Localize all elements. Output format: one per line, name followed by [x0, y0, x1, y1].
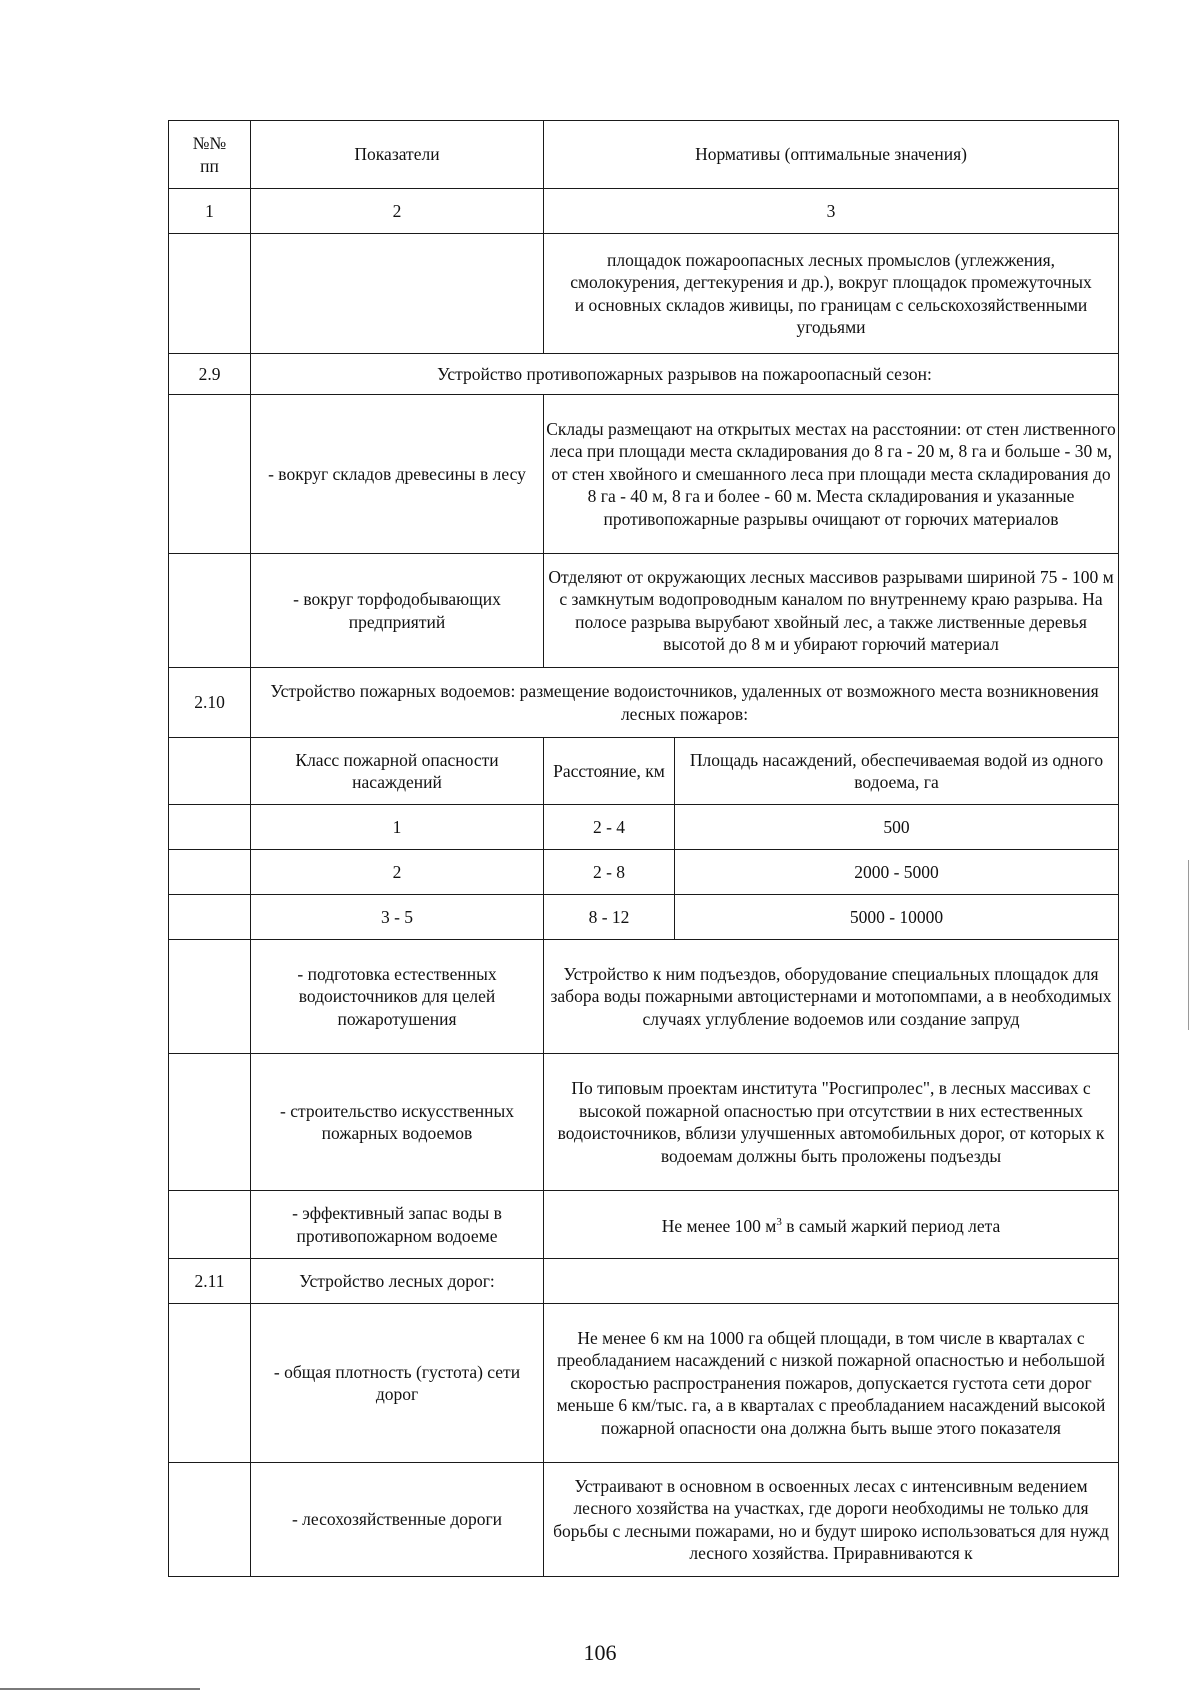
sub-area: 2000 - 5000 [675, 850, 1119, 895]
row-indicator: - подготовка естественных водоисточников для целей пожаротушения [251, 940, 544, 1054]
column-numbers-row [169, 189, 1119, 234]
table-row [169, 1054, 1119, 1191]
row-num: 2.9 [169, 354, 251, 395]
row-num [169, 1054, 251, 1191]
subtable-row [169, 895, 1119, 940]
row-indicator [251, 234, 544, 354]
row-num [169, 738, 251, 805]
row-num [169, 395, 251, 554]
table-row [169, 1259, 1119, 1304]
subheader-distance: Расстояние, км [544, 738, 675, 805]
subtable-header-row [169, 738, 1119, 805]
sub-class: 3 - 5 [251, 895, 544, 940]
row-num: 2.10 [169, 668, 251, 738]
table-row [169, 395, 1119, 554]
row-num [169, 1304, 251, 1463]
row-num [169, 850, 251, 895]
sub-area: 5000 - 10000 [675, 895, 1119, 940]
sub-class: 2 [251, 850, 544, 895]
page-number: 106 [583, 1640, 617, 1665]
row-num [169, 1463, 251, 1577]
table-row [169, 1463, 1119, 1577]
table-row [169, 1191, 1119, 1259]
row-norm: Не менее 6 км на 1000 га общей площади, в том числе в кварталах с преобладанием насаждений с низкой пожарной опасностью и небольшой скоростью распространения пожаров, допускается густота сети дорог меньше 6 км/тыс. га, а в кварталах с преобладанием насаждений высокой пожарной опасности она должна быть выше этого показателя [544, 1304, 1119, 1463]
table-row [169, 940, 1119, 1054]
margin-rule [1188, 860, 1189, 1030]
subtable-row [169, 850, 1119, 895]
row-norm [544, 1259, 1119, 1304]
row-section-title: Устройство лесных дорог: [251, 1259, 544, 1304]
row-norm: Устраивают в основном в освоенных лесах с интенсивным ведением лесного хозяйства на участках, где дороги необходимы не только для борьбы с лесными пожарами, но и будут широко использоваться для нужд лесного хозяйства. Приравниваются к [544, 1463, 1119, 1577]
row-indicator: - эффективный запас воды в противопожарном водоеме [251, 1191, 544, 1259]
row-norm: Отделяют от окружающих лесных массивов разрывами шириной 75 - 100 м с замкнутым водопроводным каналом по внутреннему краю разрыва. На полосе разрыва вырубают хвойный лес, а также лиственные деревья высотой до 8 м и убирают горючий материал [544, 554, 1119, 668]
row-num [169, 234, 251, 354]
norm-text: в самый жаркий период лета [781, 1216, 1001, 1237]
row-section-title: Устройство пожарных водоемов: размещение водоисточников, удаленных от возможного места возникновения лесных пожаров: [251, 668, 1119, 738]
colnum-1: 1 [169, 189, 251, 234]
row-num [169, 805, 251, 850]
row-num [169, 1191, 251, 1259]
row-norm: площадок пожароопасных лесных промыслов (углежжения, смолокурения, дегтекурения и др.), вокруг площадок промежуточных и основных складов живицы, по границам с сельскохозяйственными угодьями [544, 234, 1119, 354]
subheader-class: Класс пожарной опасности насаждений [251, 738, 544, 805]
norm-text: Не менее 100 м [661, 1216, 777, 1237]
row-indicator: - общая плотность (густота) сети дорог [251, 1304, 544, 1463]
bottom-rule [0, 1688, 200, 1690]
sub-class: 1 [251, 805, 544, 850]
table-row [169, 354, 1119, 395]
row-num [169, 940, 251, 1054]
norm-superscript: 3 [776, 1216, 782, 1229]
row-norm: По типовым проектам института "Росгипролес", в лесных массивах с высокой пожарной опасностью при отсутствии в них естественных водоисточников, вблизи улучшенных автомобильных дорог, от которых к водоемам должны быть проложены подъезды [544, 1054, 1119, 1191]
row-indicator: - вокруг торфодобывающих предприятий [251, 554, 544, 668]
table-row [169, 668, 1119, 738]
subtable-row [169, 805, 1119, 850]
row-norm: Склады размещают на открытых местах на расстоянии: от стен лиственного леса при площади места складирования до 8 га - 20 м, 8 га и больше - 30 м, от стен хвойного и смешанного леса при площади места складирования до 8 га - 40 м, 8 га и более - 60 м. Места складирования и указанные противопожарные разрывы очищают от горючих материалов [544, 395, 1119, 554]
sub-distance: 8 - 12 [544, 895, 675, 940]
row-norm [544, 1191, 1119, 1259]
header-indicators: Показатели [251, 121, 544, 189]
row-num [169, 895, 251, 940]
row-norm: Устройство к ним подъездов, оборудование специальных площадок для забора воды пожарными автоцистернами и мотопомпами, а в необходимых случаях углубление водоемов или создание запруд [544, 940, 1119, 1054]
row-indicator: - строительство искусственных пожарных водоемов [251, 1054, 544, 1191]
norms-table [168, 120, 1119, 1577]
subheader-area: Площадь насаждений, обеспечиваемая водой из одного водоема, га [675, 738, 1119, 805]
row-indicator: - лесохозяйственные дороги [251, 1463, 544, 1577]
header-norms: Нормативы (оптимальные значения) [544, 121, 1119, 189]
row-indicator: - вокруг складов древесины в лесу [251, 395, 544, 554]
header-num: №№ пп [169, 121, 251, 189]
sub-distance: 2 - 4 [544, 805, 675, 850]
table-row [169, 1304, 1119, 1463]
table-row [169, 554, 1119, 668]
colnum-2: 2 [251, 189, 544, 234]
row-section-title: Устройство противопожарных разрывов на пожароопасный сезон: [251, 354, 1119, 395]
sub-area: 500 [675, 805, 1119, 850]
row-num: 2.11 [169, 1259, 251, 1304]
table-header-row [169, 121, 1119, 189]
table-row [169, 234, 1119, 354]
row-num [169, 554, 251, 668]
colnum-3: 3 [544, 189, 1119, 234]
sub-distance: 2 - 8 [544, 850, 675, 895]
